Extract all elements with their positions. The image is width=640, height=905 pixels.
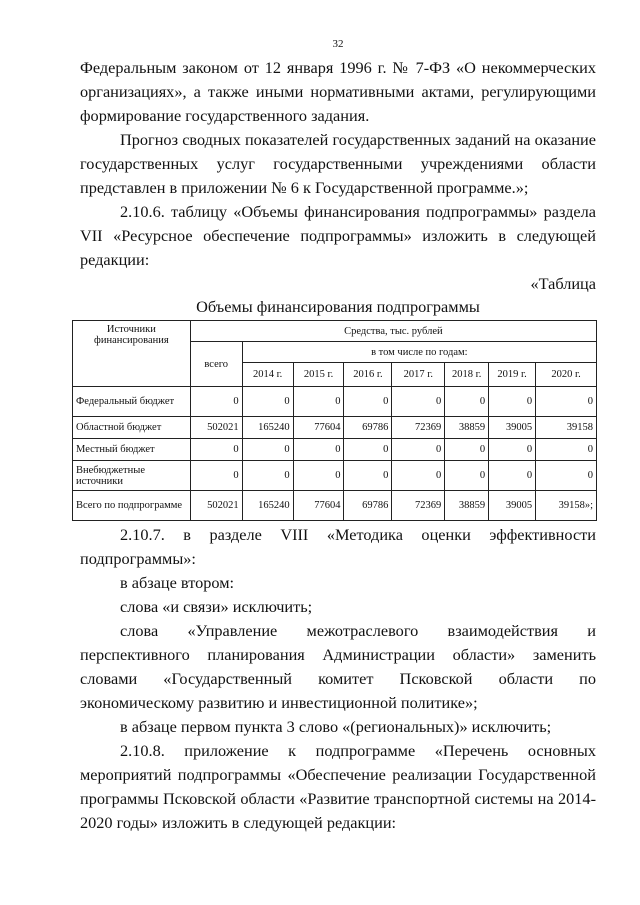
cell-value: 0	[489, 439, 536, 461]
cell-total: 502021	[190, 491, 242, 521]
table-row	[73, 461, 597, 491]
header-total: всего	[190, 342, 242, 387]
document-page	[76, 38, 596, 835]
cell-source: Федеральный бюджет	[73, 387, 191, 417]
cell-total: 0	[190, 439, 242, 461]
cell-source: Всего по подпрограмме	[73, 491, 191, 521]
cell-value: 165240	[242, 491, 293, 521]
header-by-year: в том числе по годам:	[242, 342, 596, 363]
cell-value: 0	[445, 387, 489, 417]
paragraph-2-10-7-line1: 2.10.7. в разделе VIII «Методика оценки эффективности подпрограммы»:	[80, 525, 596, 568]
cell-value: 69786	[344, 417, 392, 439]
table-row	[73, 491, 597, 521]
table-row	[73, 439, 597, 461]
cell-source: Областной бюджет	[73, 417, 191, 439]
header-year: 2014 г.	[242, 363, 293, 387]
cell-value: 38859	[445, 417, 489, 439]
cell-value: 72369	[392, 417, 445, 439]
cell-value: 0	[344, 439, 392, 461]
paragraph-law-reference: Федеральным законом от 12 января 1996 г. № 7-ФЗ «О некоммерческих организациях», а также иными нормативными актами, регулирующими формирование государственного задания.	[80, 58, 596, 125]
cell-total: 0	[190, 387, 242, 417]
cell-value: 39005	[489, 491, 536, 521]
cell-source: Местный бюджет	[73, 439, 191, 461]
cell-value: 0	[293, 439, 344, 461]
paragraph-point-3: в абзаце первом пункта 3 слово «(региональных)» исключить;	[120, 717, 552, 736]
cell-source: Внебюджетные источники	[73, 461, 191, 491]
header-funds: Средства, тыс. рублей	[190, 321, 596, 342]
cell-value: 72369	[392, 491, 445, 521]
cell-value: 39158»;	[536, 491, 597, 521]
cell-value: 0	[536, 387, 597, 417]
cell-value: 165240	[242, 417, 293, 439]
cell-value: 0	[242, 387, 293, 417]
cell-value: 0	[293, 461, 344, 491]
header-year: 2015 г.	[293, 363, 344, 387]
table-caption: Объемы финансирования подпрограммы	[196, 297, 480, 316]
cell-value: 38859	[445, 491, 489, 521]
cell-value: 39158	[536, 417, 597, 439]
cell-value: 0	[344, 461, 392, 491]
paragraph-words-exclude: слова «и связи» исключить;	[120, 597, 313, 616]
cell-value: 69786	[344, 491, 392, 521]
cell-value: 0	[392, 387, 445, 417]
paragraph-2-10-6: 2.10.6. таблицу «Объемы финансирования подпрограммы» раздела VII «Ресурсное обеспечение подпрограммы» изложить в следующей редакции:	[80, 202, 596, 269]
table-row	[73, 417, 597, 439]
cell-value: 39005	[489, 417, 536, 439]
cell-value: 0	[293, 387, 344, 417]
cell-total: 502021	[190, 417, 242, 439]
cell-value: 77604	[293, 417, 344, 439]
cell-value: 0	[242, 461, 293, 491]
cell-value: 0	[489, 387, 536, 417]
cell-value: 0	[536, 439, 597, 461]
table-label: «Таблица	[530, 274, 596, 293]
cell-value: 0	[445, 461, 489, 491]
header-year: 2016 г.	[344, 363, 392, 387]
header-year: 2017 г.	[392, 363, 445, 387]
paragraph-words-replace: слова «Управление межотраслевого взаимодействия и перспективного планирования Администрации области» заменить словами «Государственный комитет Псковской области по экономическому развитию и инвестиционной политике»;	[80, 621, 596, 712]
cell-value: 0	[392, 439, 445, 461]
header-year: 2020 г.	[536, 363, 597, 387]
header-year: 2018 г.	[445, 363, 489, 387]
cell-total: 0	[190, 461, 242, 491]
paragraph-in-second: в абзаце втором:	[120, 573, 235, 592]
page-number: 32	[332, 38, 344, 50]
paragraph-2-10-8: 2.10.8. приложение к подпрограмме «Перечень основных мероприятий подпрограммы «Обеспечение реализации Государственной программы Псковской области «Развитие транспортной системы на 2014-2020 годы» изложить в следующей редакции:	[80, 741, 596, 832]
cell-value: 0	[489, 461, 536, 491]
financing-table	[72, 320, 597, 521]
cell-value: 0	[445, 439, 489, 461]
cell-value: 0	[536, 461, 597, 491]
header-source: Источники финансирования	[73, 321, 191, 387]
table-body	[73, 387, 597, 521]
paragraph-forecast: Прогноз сводных показателей государственных заданий на оказание государственных услуг государственными учреждениями области представлен в приложении № 6 к Государственной программе.»;	[80, 130, 596, 197]
cell-value: 0	[392, 461, 445, 491]
header-year: 2019 г.	[489, 363, 536, 387]
table-row	[73, 387, 597, 417]
cell-value: 77604	[293, 491, 344, 521]
cell-value: 0	[242, 439, 293, 461]
cell-value: 0	[344, 387, 392, 417]
